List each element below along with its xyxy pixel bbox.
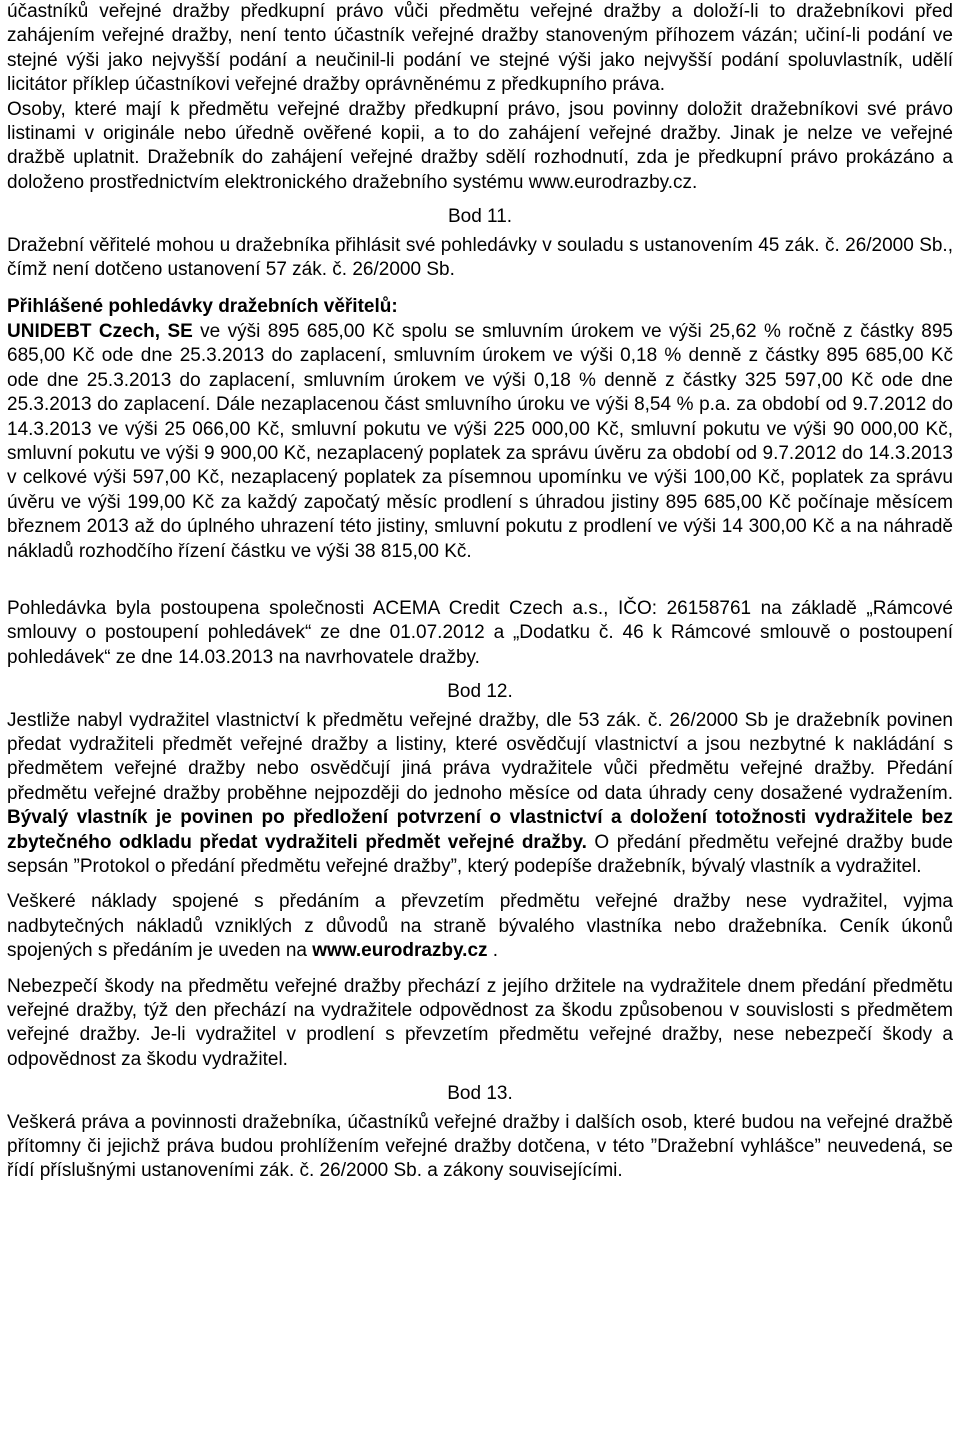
bod11-heading: Bod 11. bbox=[447, 206, 513, 228]
eurodrazby-link[interactable]: www.eurodrazby.cz bbox=[312, 940, 488, 962]
bod12-paragraph-costs bbox=[7, 890, 953, 963]
bod12-paragraph-handover bbox=[7, 709, 953, 880]
costs-text: Veškeré náklady spojené s předáním a převzetím předmětu veřejné dražby nese vydražitel, vyjma nadbytečných nákladů vzniklých z důvodů na straně bývalého vlastníka nebo dražebníka. Ceník úkonů spojených s předáním je uveden na bbox=[7, 891, 953, 962]
bod13-heading: Bod 13. bbox=[447, 1083, 513, 1105]
bod12-paragraph-risk: Nebezpečí škody na předmětu veřejné dražby přechází z jejího držitele na vydražitele dnem předání předmětu veřejné dražby, týž den přechází na vydražitele odpovědnost za škodu způsobenou v souvislosti s předmětem veřejné dražby. Je-li vydražitel v prodlení s převzetím předmětu veřejné dražby, nese nebezpečí škody a odpovědnost za škodu vydražitel. bbox=[7, 975, 953, 1070]
bod13-paragraph: Veškerá práva a povinnosti dražebníka, účastníků veřejné dražby i dalších osob, které budou na veřejné dražbě přítomny či jejichž práva budou prohlížením veřejné dražby dotčena, v této ”Dražební vyhlášce” neuvedená, se řídí příslušnými ustanoveními zák. č. 26/2000 Sb. a zákony souvisejícími. bbox=[7, 1111, 953, 1182]
costs-tail-text: . bbox=[487, 940, 499, 962]
bod11-assignment-paragraph: Pohledávka byla postoupena společnosti ACEMA Credit Czech a.s., IČO: 26158761 na základě „Rámcové smlouvy o postoupení pohledávek“ ze dne 01.07.2012 a „Dodatku č. 46 k Rámcové smlouvě o postoupení pohledávek“ ze dne 14.03.2013 na navrhovatele dražby. bbox=[7, 597, 953, 668]
bod11-claims-heading: Přihlášené pohledávky dražebních věřitelů: bbox=[7, 296, 398, 318]
creditor-name: UNIDEBT Czech, SE bbox=[7, 320, 193, 342]
handover-tail-text: O předání předmětu veřejné dražby bude sepsán ”Protokol o předání předmětu veřejné dražby”, který podepíše dražebník, bývalý vlastník a vydražitel. bbox=[7, 831, 953, 877]
handover-text: Jestliže nabyl vydražitel vlastnictví k předmětu veřejné dražby, dle 53 zák. č. 26/2000 Sb je dražebník povinen předat vydražiteli předmět veřejné dražby a listiny, které osvědčují vlastnictví a jsou nezbytné k nakládání s předmětem veřejné dražby nebo osvědčují jiná práva vydražitele vůči předmětu veřejné dražby. Předání předmětu veřejné dražby proběhne nejpozději do jednoho měsíce od data úhrady ceny dosažené vydražením. bbox=[7, 709, 953, 804]
bod10-paragraph-proof: Osoby, které mají k předmětu veřejné dražby předkupní právo, jsou povinny doložit dražebníkovi své právo listinami v originále nebo úředně ověřené kopii, a to do zahájení veřejné dražby. Jinak je nelze ve veřejné dražbě uplatnit. Dražebník do zahájení veřejné dražby sdělí rozhodnutí, zda je předkupní právo prokázáno a doloženo prostřednictvím elektronického dražebního systému www.eurodrazby.cz. bbox=[7, 98, 953, 193]
bod11-claims-paragraph bbox=[7, 320, 953, 564]
bod10-paragraph-preemption: účastníků veřejné dražby předkupní právo vůči předmětu veřejné dražby a doloží-li to dražebníkovi před zahájením veřejné dražby, není tento účastník veřejné dražby stanoveným příhozem vázán; učiní-li podání ve stejné výši jako nejvyšší podání a neučinil-li podání ve stejné výši jako nejvyšší podání spoluvlastník, udělí licitátor příklep účastníkovi veřejné dražby oprávněnému z předkupního práva. bbox=[7, 1, 953, 96]
handover-bold-text: Bývalý vlastník je povinen po předložení potvrzení o vlastnictví a doložení totožnosti vydražitele bez zbytečného odkladu předat vydražiteli předmět veřejné dražby. bbox=[7, 807, 953, 853]
claims-text: ve výši 895 685,00 Kč spolu se smluvním úrokem ve výši 25,62 % ročně z částky 895 685,00 Kč ode dne 25.3.2013 do zaplacení, smluvním úrokem ve výši 0,18 % denně z částky 895 685,00 Kč ode dne 25.3.2013 do zaplacení, smluvním úrokem ve výši 0,18 % denně z částky 325 597,00 Kč ode dne 25.3.2013 do zaplacení. Dále nezaplacenou část smluvního úroku ve výši 8,54 % p.a. za období od 9.7.2012 do 14.3.2013 ve výši 25 066,00 Kč, smluvní pokutu ve výši 225 000,00 Kč, smluvní pokutu ve výši 90 000,00 Kč, smluvní pokutu ve výši 9 900,00 Kč, nezaplacený poplatek za správu úvěru za období od 9.7.2012 do 14.3.2013 v celkové výši 597,00 Kč, nezaplacený poplatek za písemnou upomínku ve výši 100,00 Kč, poplatek za správu úvěru ve výši 199,00 Kč za každý započatý měsíc prodlení s úhradou jistiny 895 685,00 Kč počínaje měsícem březnem 2013 až do úplného uhrazení této jistiny, smluvní pokutu z prodlení ve výši 14 300,00 Kč a na náhradě nákladů rozhodčího řízení částku ve výši 38 815,00 Kč. bbox=[7, 320, 953, 562]
bod12-heading: Bod 12. bbox=[447, 681, 513, 703]
bod11-paragraph-creditors: Dražební věřitelé mohou u dražebníka přihlásit své pohledávky v souladu s ustanovením 45 zák. č. 26/2000 Sb., čímž není dotčeno ustanovení 57 zák. č. 26/2000 Sb. bbox=[7, 234, 953, 281]
